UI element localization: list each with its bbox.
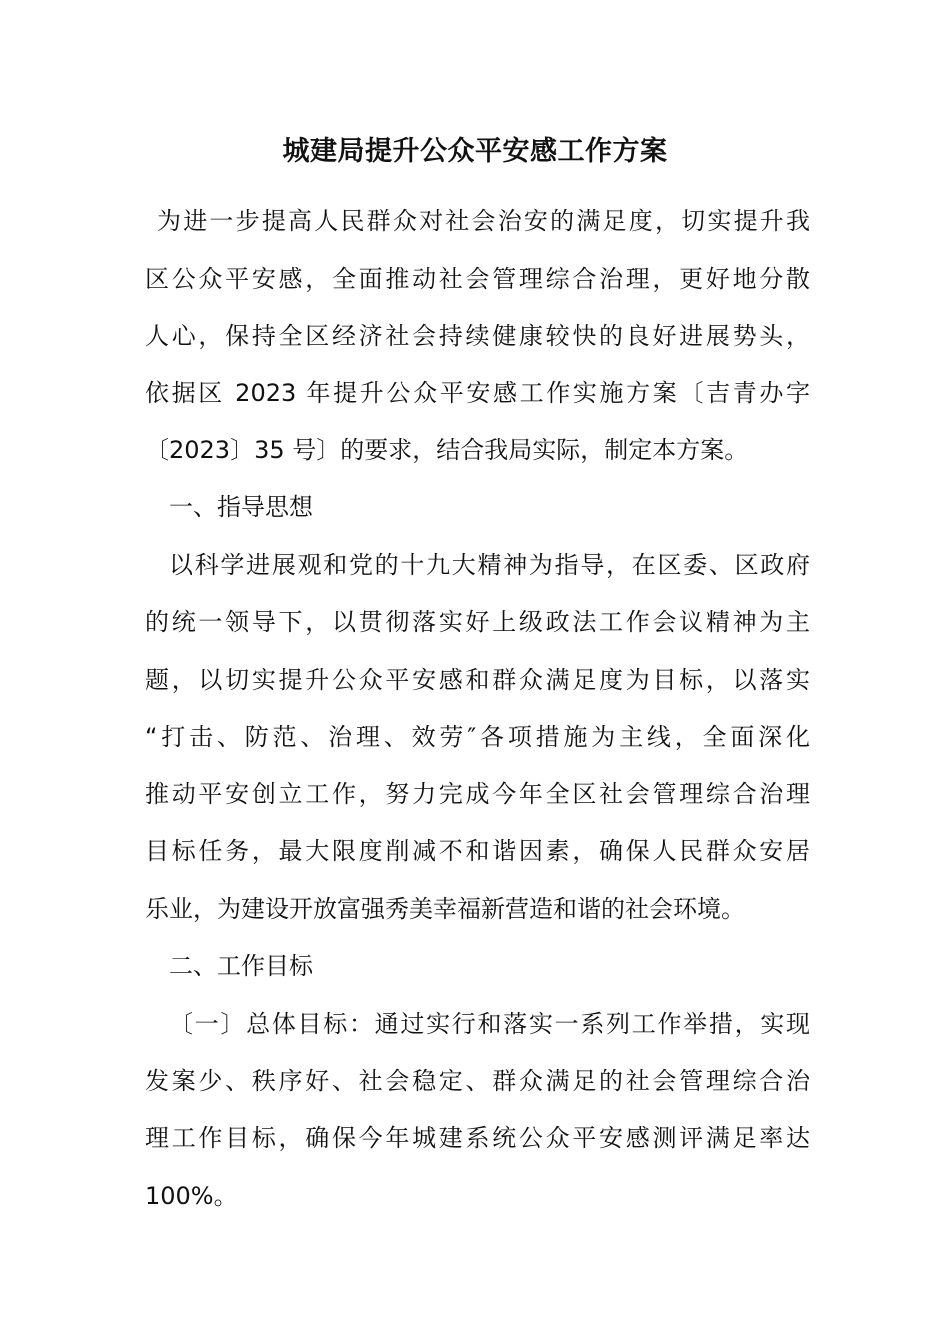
section-heading: 一、指导思想 — [169, 493, 313, 521]
paragraph-line: 以科学进展观和党的十九大精神为指导，在区委、区政府 — [169, 551, 810, 579]
paragraph-line: 〔2023〕35 号〕的要求，结合我局实际，制定本方案。 — [145, 436, 749, 464]
paragraph-line: 发案少、秩序好、社会稳定、群众满足的社会管理综合治 — [145, 1067, 810, 1095]
paragraph-line: 区公众平安感，全面推动社会管理综合治理，更好地分散 — [145, 265, 810, 293]
paragraph-line: 人心，保持全区经济社会持续健康较快的良好进展势头， — [145, 322, 810, 350]
paragraph-line: 推动平安创立工作，努力完成今年全区社会管理综合治理 — [145, 780, 810, 808]
paragraph-line: 为进一步提高人民群众对社会治安的满足度，切实提升我 — [157, 207, 810, 235]
paragraph-line: 理工作目标，确保今年城建系统公众平安感测评满足率达 — [145, 1124, 810, 1152]
paragraph-line: 题，以切实提升公众平安感和群众满足度为目标，以落实 — [145, 666, 810, 694]
section-heading: 二、工作目标 — [169, 952, 313, 980]
paragraph-line: 目标任务，最大限度削减不和谐因素，确保人民群众安居 — [145, 837, 810, 865]
paragraph-line: 依据区 2023 年提升公众平安感工作实施方案〔吉青办字 — [145, 379, 810, 407]
paragraph-line: 的统一领导下，以贯彻落实好上级政法工作会议精神为主 — [145, 608, 810, 636]
paragraph-line: 100%。 — [145, 1182, 238, 1210]
paragraph-line: 乐业，为建设开放富强秀美幸福新营造和谐的社会环境。 — [145, 895, 745, 923]
document-title: 城建局提升公众平安感工作方案 — [282, 136, 668, 167]
paragraph-line: 〔一〕总体目标：通过实行和落实一系列工作举措，实现 — [169, 1010, 810, 1038]
paragraph-line: “打击、防范、治理、效劳″各项措施为主线，全面深化 — [145, 723, 810, 751]
